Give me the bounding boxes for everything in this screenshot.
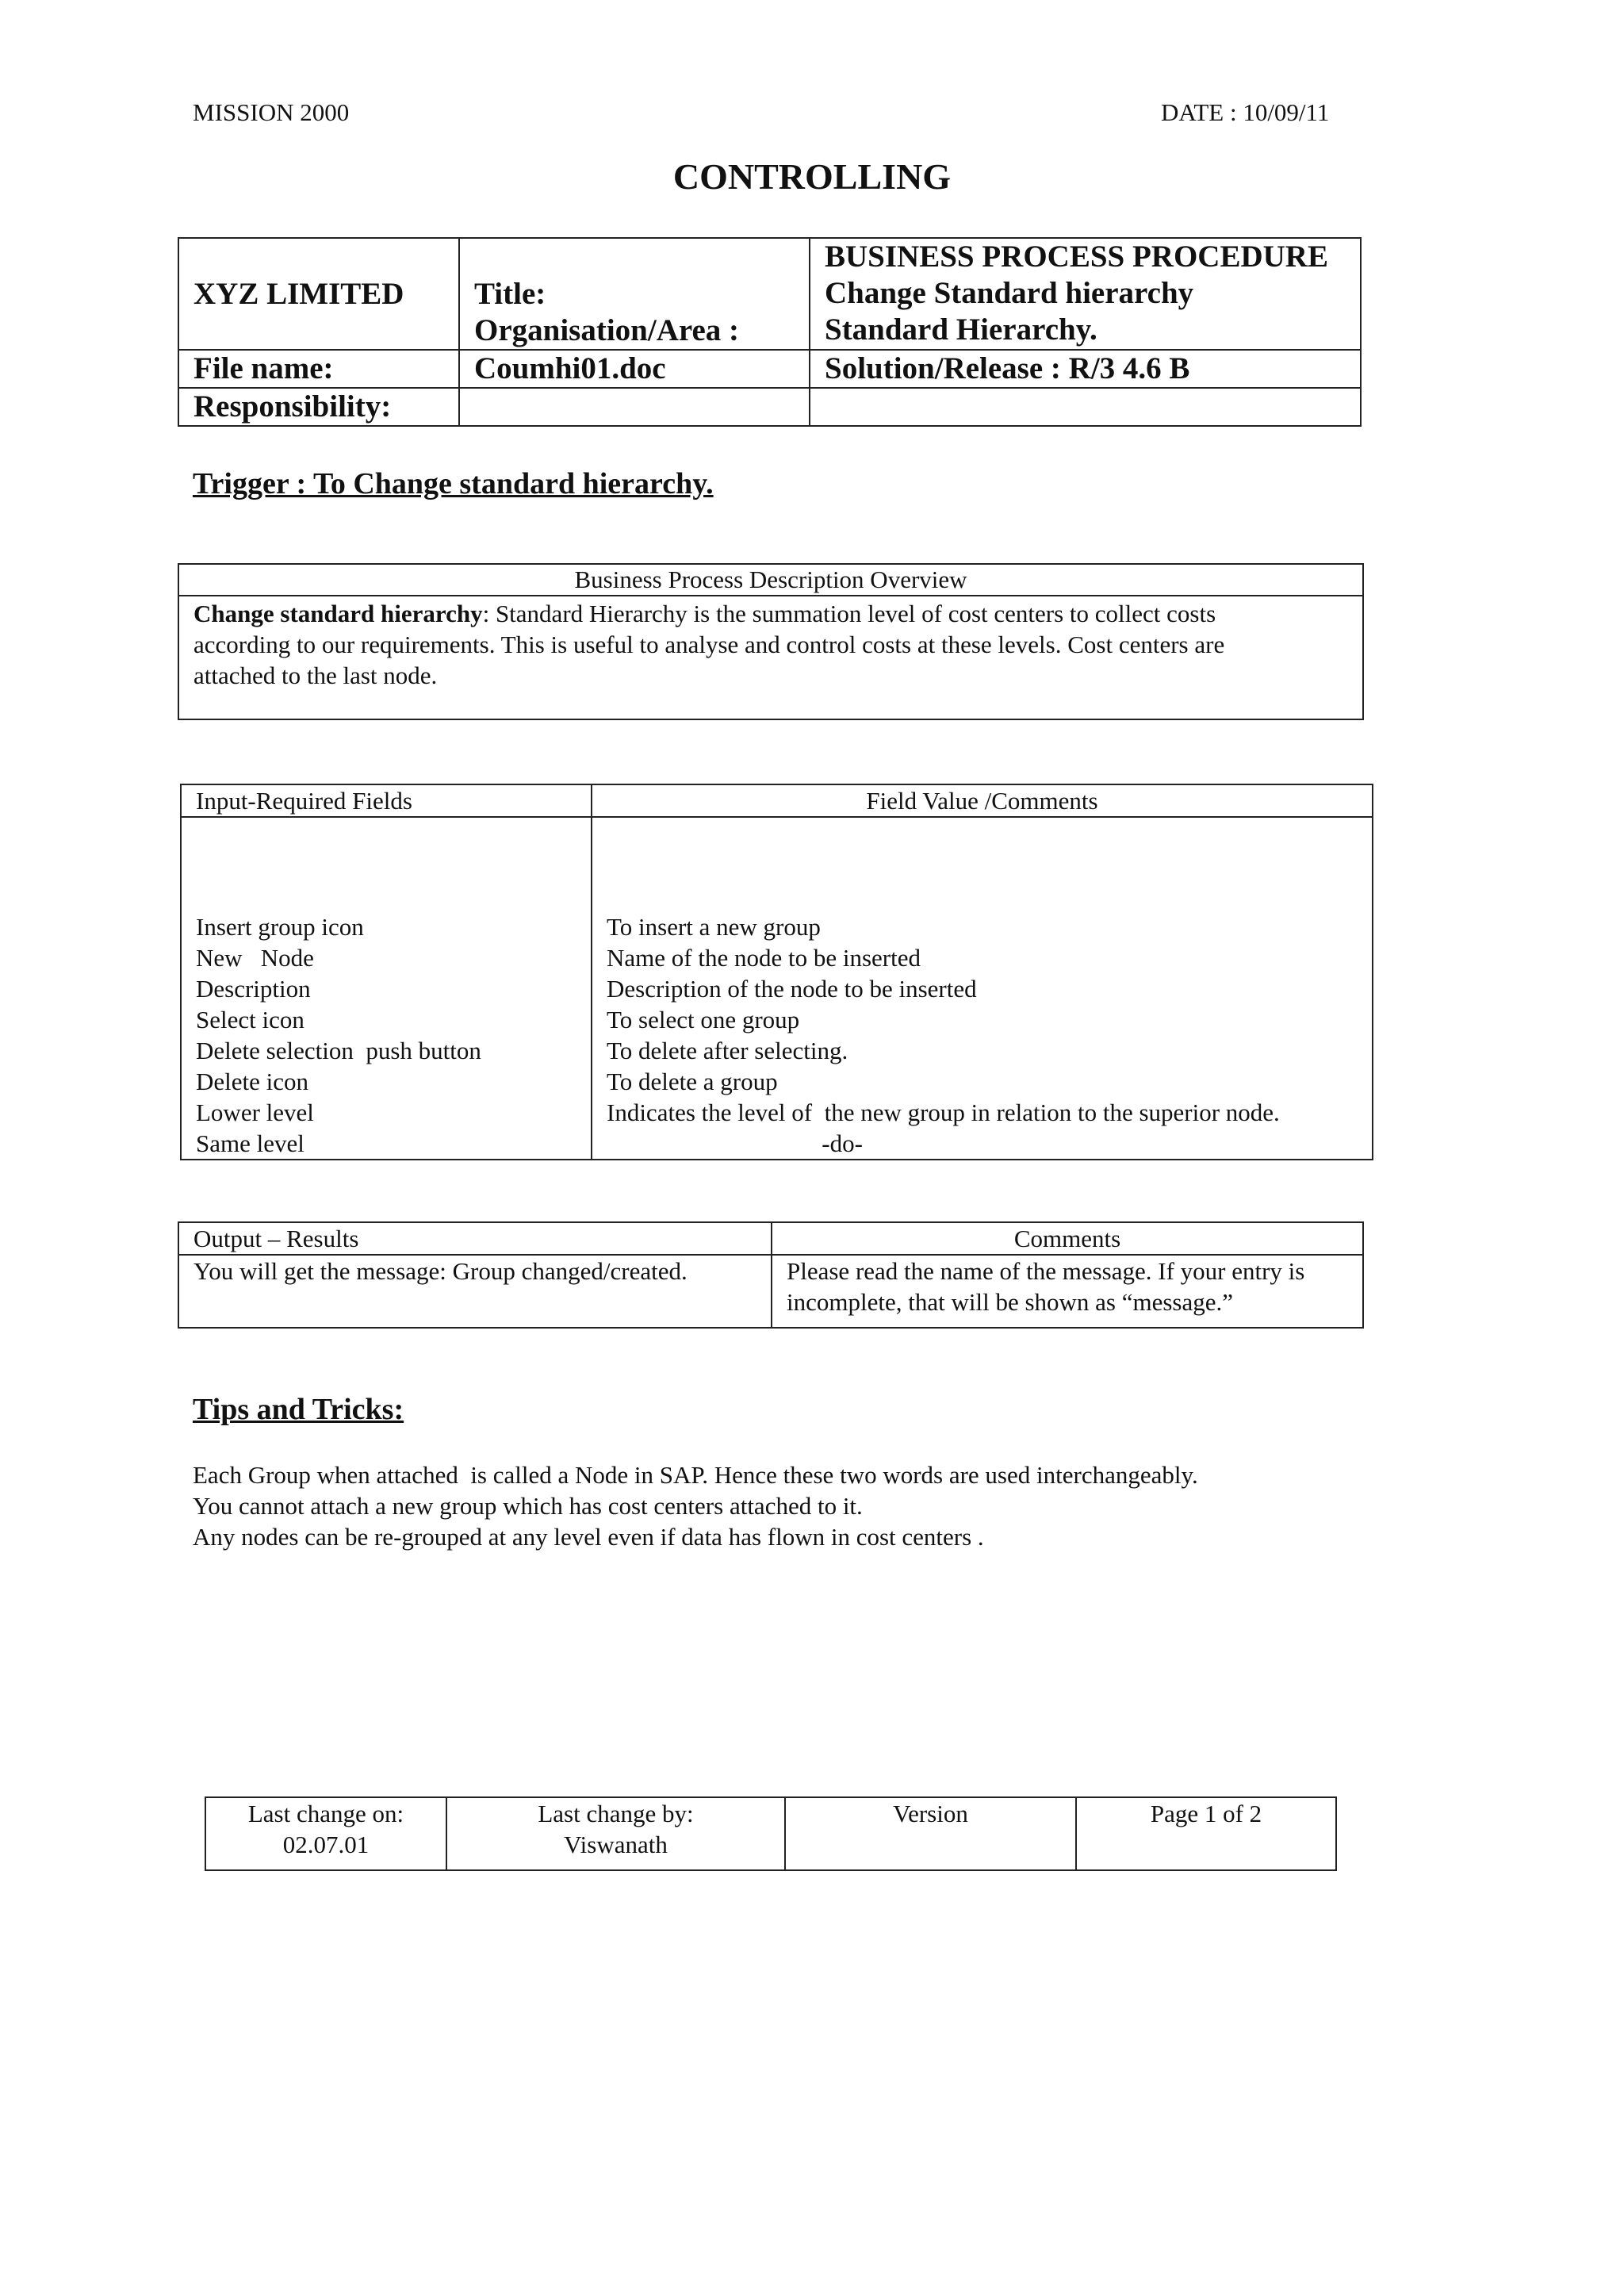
field-value: Indicates the level of the new group in relation to the superior node. [607, 1099, 1280, 1126]
overview-line-2: according to our requirements. This is useful to analyse and control costs at these levels. Cost centers are [193, 631, 1225, 658]
trigger-heading: Trigger : To Change standard hierarchy. [193, 467, 714, 500]
footer-table [205, 1796, 1337, 1871]
output-table [178, 1221, 1364, 1329]
footer-last-change-by [446, 1797, 785, 1870]
file-value: Coumhi01.doc [459, 350, 810, 388]
title-label: Title: [474, 277, 546, 311]
last-change-on-label: Last change on: [247, 1800, 404, 1827]
overview-body [178, 596, 1363, 719]
field-name: New Node [196, 944, 314, 972]
version-label: Version [893, 1800, 968, 1827]
responsibility-empty-1 [459, 388, 810, 426]
field-value: To delete a group [607, 1068, 778, 1095]
responsibility-empty-2 [810, 388, 1361, 426]
field-name: Select icon [196, 1006, 304, 1033]
overview-heading: Business Process Description Overview [178, 564, 1363, 596]
output-comment-line-2: incomplete, that will be shown as “message.” [787, 1288, 1234, 1316]
responsibility-label: Responsibility: [178, 388, 459, 426]
document-info-table [178, 237, 1362, 427]
last-change-on-value: 02.07.01 [282, 1831, 370, 1858]
release-value: Solution/Release : R/3 4.6 B [810, 350, 1361, 388]
page-title: CONTROLLING [672, 156, 952, 197]
footer-last-change-on [205, 1797, 446, 1870]
overview-line-1: : Standard Hierarchy is the summation level of cost centers to collect costs [482, 600, 1216, 627]
last-change-by-value: Viswanath [564, 1831, 668, 1858]
field-name: Lower level [196, 1099, 314, 1126]
overview-table [178, 563, 1364, 720]
tip-line: Any nodes can be re-grouped at any level even if data has flown in cost centers . [193, 1523, 984, 1551]
footer-version [785, 1797, 1076, 1870]
title-cell [459, 238, 810, 350]
field-value: To insert a new group [607, 913, 821, 941]
bpp-line-3: Standard Hierarchy. [825, 313, 1097, 347]
field-value: Description of the node to be inserted [607, 975, 977, 1003]
output-result: You will get the message: Group changed/created. [178, 1255, 772, 1328]
output-comments [772, 1255, 1363, 1328]
field-value: -do- [607, 1129, 863, 1157]
field-name: Description [196, 975, 311, 1003]
field-name: Delete selection push button [196, 1037, 481, 1064]
last-change-by-label: Last change by: [538, 1800, 694, 1827]
field-values-list [592, 817, 1373, 1160]
header-date: DATE : 10/09/11 [1161, 98, 1330, 126]
overview-bold-lead: Change standard hierarchy [193, 600, 483, 627]
output-col2-header: Comments [772, 1222, 1363, 1255]
overview-line-3: attached to the last node. [193, 661, 438, 689]
field-name: Delete icon [196, 1068, 309, 1095]
file-label: File name: [178, 350, 459, 388]
org-label: Organisation/Area : [474, 313, 740, 347]
bpp-line-2: Change Standard hierarchy [825, 276, 1194, 310]
page-number: Page 1 of 2 [1150, 1800, 1262, 1827]
tip-line: You cannot attach a new group which has cost centers attached to it. [193, 1492, 863, 1520]
fields-list [181, 817, 592, 1160]
company-cell [178, 238, 459, 350]
fields-col1-header: Input-Required Fields [181, 784, 592, 817]
output-col1-header: Output – Results [178, 1222, 772, 1255]
field-value: To select one group [607, 1006, 800, 1033]
header-left-text: MISSION 2000 [193, 98, 350, 126]
footer-page [1076, 1797, 1336, 1870]
company-name: XYZ LIMITED [193, 276, 404, 311]
input-fields-table [180, 784, 1373, 1160]
field-name: Insert group icon [196, 913, 364, 941]
output-comment-line-1: Please read the name of the message. If your entry is [787, 1257, 1305, 1285]
field-name: Same level [196, 1129, 304, 1157]
field-value: Name of the node to be inserted [607, 944, 921, 972]
tips-heading: Tips and Tricks: [193, 1393, 404, 1426]
bpp-cell [810, 238, 1361, 350]
field-value: To delete after selecting. [607, 1037, 848, 1064]
bpp-line-1: BUSINESS PROCESS PROCEDURE [825, 240, 1328, 274]
tips-body [193, 1459, 1198, 1552]
fields-col2-header: Field Value /Comments [592, 784, 1373, 817]
tip-line: Each Group when attached is called a Node in SAP. Hence these two words are used interchangeably. [193, 1461, 1198, 1489]
